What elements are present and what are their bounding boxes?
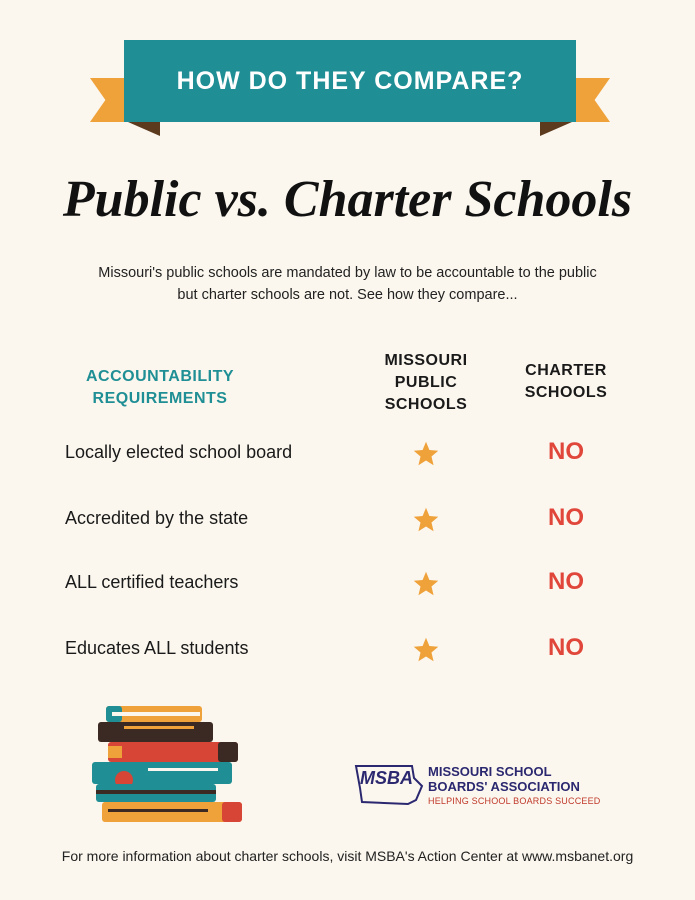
charter-value: NO [548, 438, 584, 465]
row-label: Accredited by the state [65, 508, 249, 528]
books-stack-icon [88, 700, 253, 830]
row-label: ALL certified teachers [65, 572, 239, 592]
column-header-charter [510, 360, 622, 404]
logo-line-2: BOARDS' ASSOCIATION [428, 779, 580, 794]
column-header-line: SCHOOLS [384, 396, 468, 413]
missouri-state-icon [352, 760, 424, 806]
charter-value: NO [548, 634, 584, 661]
intro-line-2: but charter schools are not. See how they compare... [177, 287, 518, 303]
msba-logo [352, 760, 632, 810]
logo-line-1: MISSOURI SCHOOL [428, 764, 552, 779]
column-header-line: SCHOOLS [524, 384, 608, 401]
banner-title: HOW DO THEY COMPARE? [124, 40, 576, 122]
star-icon [412, 440, 440, 468]
row-label: Locally elected school board [65, 442, 293, 462]
row-label: Educates ALL students [65, 638, 249, 658]
star-icon [412, 636, 440, 664]
ribbon-fold-left [128, 122, 160, 136]
table-row [0, 434, 695, 474]
table-row [0, 630, 695, 670]
charter-value: NO [548, 568, 584, 595]
page-title: Public vs. Charter Schools [62, 171, 633, 228]
star-icon [412, 506, 440, 534]
column-header-line: REQUIREMENTS [92, 390, 228, 407]
logo-name [428, 764, 580, 794]
star-icon [412, 570, 440, 598]
logo-mark-text: MSBA [360, 768, 413, 788]
intro-line-1: Missouri's public schools are mandated by law to be accountable to the public [98, 265, 597, 281]
column-header-line: PUBLIC [394, 374, 458, 391]
column-header-public [370, 350, 482, 416]
footer-text: For more information about charter schools, visit MSBA's Action Center at www.msbanet.org [61, 848, 634, 864]
logo-tagline: HELPING SCHOOL BOARDS SUCCEED [428, 796, 601, 806]
header-banner [90, 40, 610, 126]
table-row [0, 564, 695, 604]
ribbon-fold-right [540, 122, 572, 136]
charter-value: NO [548, 504, 584, 531]
column-header-line: MISSOURI [384, 352, 468, 369]
column-header-line: ACCOUNTABILITY [85, 368, 235, 385]
column-header-requirements [60, 366, 260, 410]
intro-text [60, 262, 635, 306]
table-row [0, 500, 695, 540]
column-header-line: CHARTER [525, 362, 607, 379]
